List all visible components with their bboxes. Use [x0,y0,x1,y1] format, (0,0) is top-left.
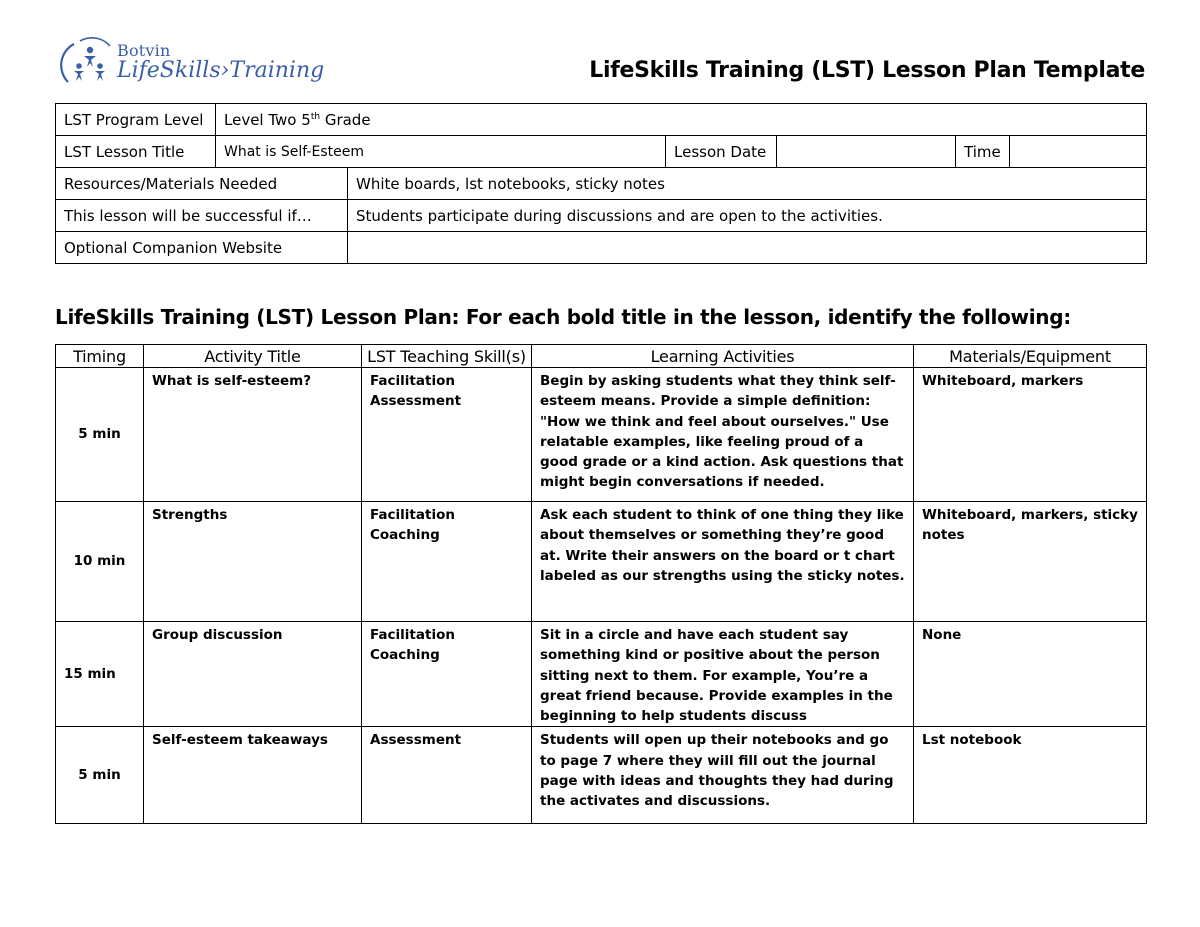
time-value[interactable] [1010,136,1147,168]
timing-cell[interactable]: 5 min [56,727,144,824]
teaching-skill-cell[interactable] [362,368,532,502]
teaching-skill: Facilitation [370,507,455,523]
botvin-logo [60,36,325,90]
table-row [56,502,1147,622]
success-label: This lesson will be successful if… [56,200,348,232]
lesson-plan-heading: LifeSkills Training (LST) Lesson Plan: For each bold title in the lesson, identify the following: [55,305,1071,329]
materials-cell[interactable]: Whiteboard, markers [914,368,1147,502]
column-header-activity-title: Activity Title [144,345,362,368]
lesson-title-label: LST Lesson Title [56,136,216,168]
lesson-title-value[interactable]: What is Self-Esteem [216,136,666,168]
timing-cell[interactable]: 5 min [56,368,144,502]
teaching-skill: Facilitation [370,627,455,643]
people-logo-icon [60,36,116,90]
lesson-plan-table [55,344,1147,824]
activity-title-cell[interactable]: Group discussion [144,622,362,727]
program-level-row [56,104,1147,136]
program-level-label: LST Program Level [56,104,216,136]
logo-brand-name: LifeSkills›Training [117,58,325,83]
learning-activities-cell[interactable]: Ask each student to think of one thing they like about themselves or something they’re good at. Write their answers on the board or t chart labeled as our strengths using the sticky notes. [532,502,914,622]
lesson-date-value[interactable] [777,136,956,168]
column-header-learning-activities: Learning Activities [532,345,914,368]
table-row [56,727,1147,824]
teaching-skill: Assessment [370,732,462,749]
materials-cell[interactable]: None [914,622,1147,727]
teaching-skill: Facilitation [370,373,455,389]
activity-title-cell[interactable]: Strengths [144,502,362,622]
teaching-skill-cell[interactable] [362,622,532,727]
teaching-skill: Coaching [370,527,440,544]
resources-row [56,168,1147,200]
teaching-skill: Coaching [370,647,440,664]
column-header-timing: Timing [56,345,144,368]
resources-label: Resources/Materials Needed [56,168,348,200]
materials-cell[interactable]: Whiteboard, markers, sticky notes [914,502,1147,622]
website-value[interactable] [348,232,1147,264]
time-label: Time [956,136,1010,168]
success-row [56,200,1147,232]
resources-value[interactable]: White boards, lst notebooks, sticky notes [348,168,1147,200]
teaching-skill-cell[interactable] [362,727,532,824]
lesson-info-table [55,103,1147,264]
document-title: LifeSkills Training (LST) Lesson Plan Template [589,58,1145,83]
teaching-skill-cell[interactable] [362,502,532,622]
lesson-date-label: Lesson Date [666,136,777,168]
activity-title-cell[interactable]: What is self-esteem? [144,368,362,502]
success-value[interactable]: Students participate during discussions and are open to the activities. [348,200,1147,232]
program-level-value[interactable]: Level Two 5th Grade [216,104,1147,136]
logo-brand-small: Botvin [117,41,171,60]
timing-cell[interactable]: 10 min [56,502,144,622]
teaching-skill: Assessment [370,393,462,410]
plan-header-row [56,345,1147,368]
lesson-title-row [56,136,1147,168]
materials-cell[interactable]: Lst notebook [914,727,1147,824]
learning-activities-cell[interactable]: Begin by asking students what they think self-esteem means. Provide a simple definition: "How we think and feel about ourselves." Use relatable examples, like feeling proud of a good grade or a kind action. Ask questions that might begin conversations if needed. [532,368,914,502]
website-label: Optional Companion Website [56,232,348,264]
website-row [56,232,1147,264]
column-header-teaching-skills: LST Teaching Skill(s) [362,345,532,368]
timing-cell[interactable]: 15 min [56,622,144,727]
learning-activities-cell[interactable]: Sit in a circle and have each student say something kind or positive about the person sitting next to them. For example, You’re a great friend because. Provide examples in the beginning to help students discuss [532,622,914,727]
table-row [56,368,1147,502]
activity-title-cell[interactable]: Self-esteem takeaways [144,727,362,824]
column-header-materials: Materials/Equipment [914,345,1147,368]
table-row [56,622,1147,727]
learning-activities-cell[interactable]: Students will open up their notebooks and go to page 7 where they will fill out the journal page with ideas and thoughts they had during the activates and discussions. [532,727,914,824]
